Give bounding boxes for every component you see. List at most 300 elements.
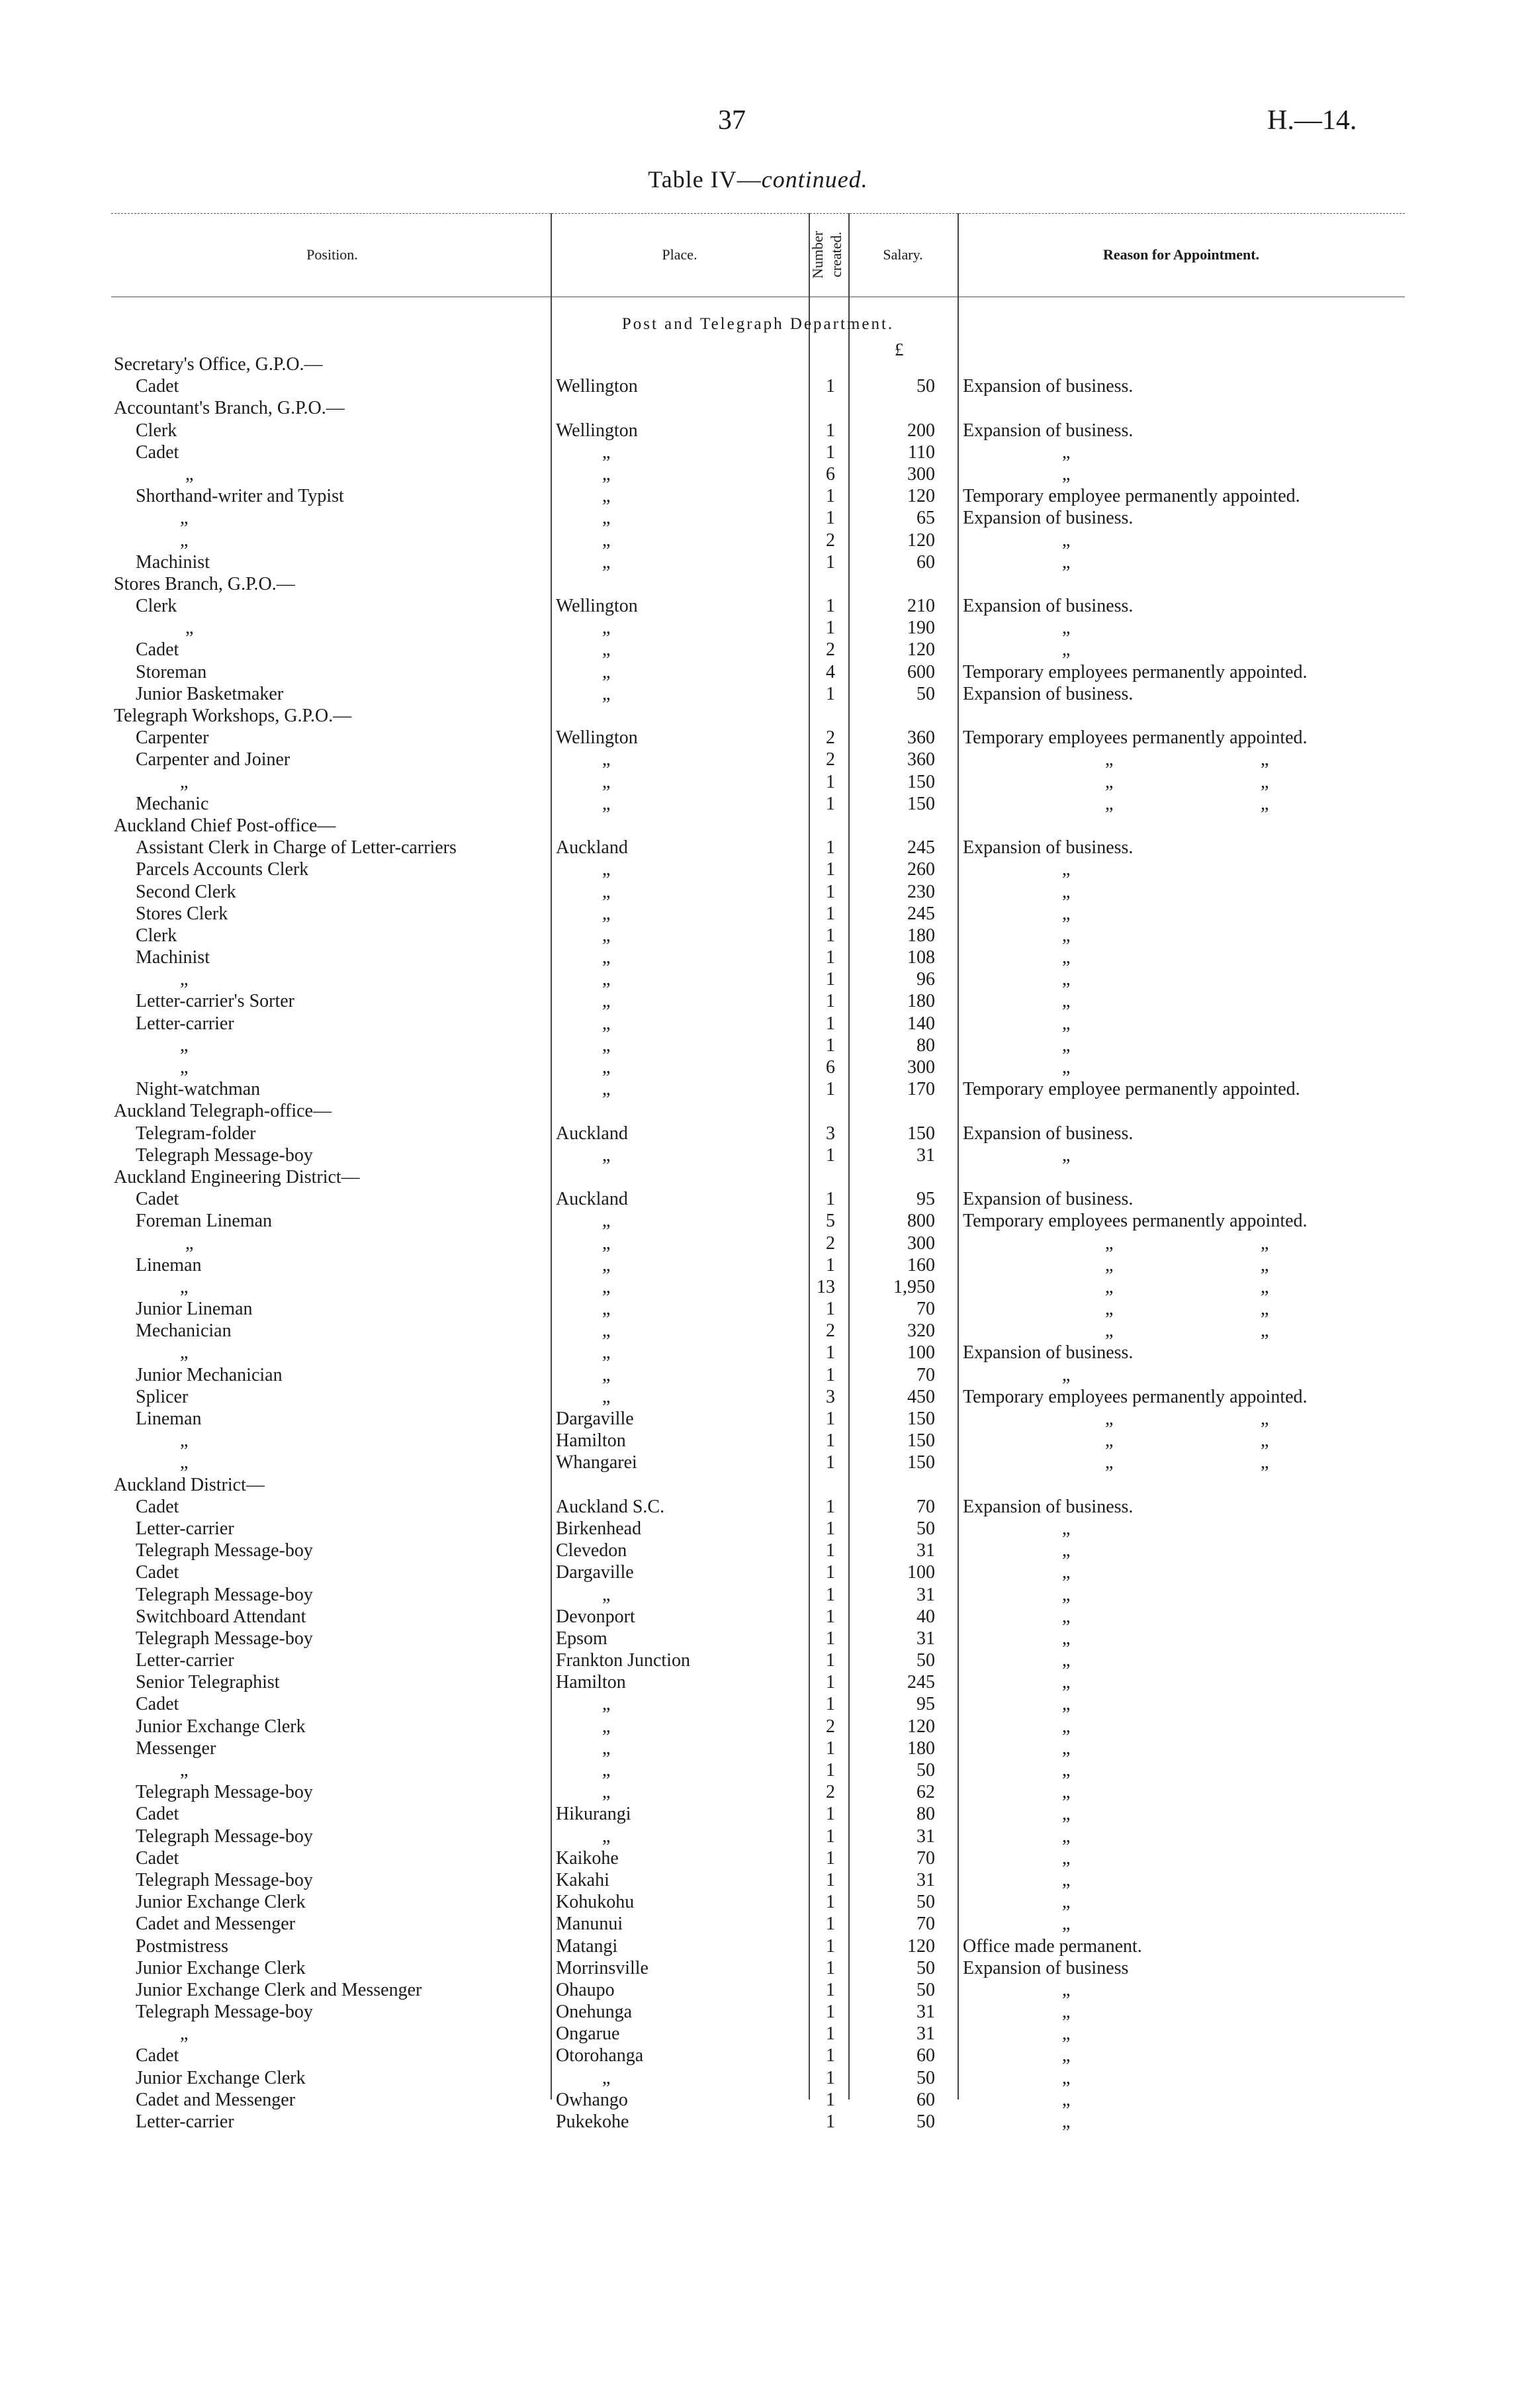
salary-cell: 260 [907,859,935,880]
place-cell: „ [602,2067,611,2088]
table-row [0,1979,1516,2001]
table-row [0,683,1516,705]
salary-cell: 100 [907,1342,935,1364]
reason-cell: „ [1062,551,1071,573]
number-cell: 1 [826,1737,835,1759]
salary-cell: 70 [916,1496,935,1517]
number-cell: 1 [826,1914,835,1935]
position-cell: Carpenter and Joiner [136,749,290,770]
reason-cell: Expansion of business [963,1957,1129,1978]
salary-cell: 31 [916,1628,935,1649]
place-cell: Dargaville [556,1562,634,1583]
salary-cell: 62 [916,1782,935,1803]
salary-cell: 180 [907,991,935,1012]
number-cell: 1 [826,1979,835,2000]
salary-cell: 110 [908,441,935,463]
position-cell: Junior Basketmaker [136,683,284,704]
position-cell: Letter-carrier [136,2111,234,2132]
salary-cell: 245 [907,903,935,924]
salary-cell: 80 [916,1035,935,1056]
position-cell: Cadet [136,1562,179,1583]
number-cell: 2 [826,1716,835,1737]
place-cell: „ [602,1232,611,1254]
position-cell: Shorthand-writer and Typist [136,486,344,507]
number-cell: 1 [826,771,835,792]
salary-cell: 450 [907,1386,935,1407]
position-cell: „ [185,618,194,639]
table-row [0,1496,1516,1518]
table-row [0,1781,1516,1803]
place-cell: Owhango [556,2089,628,2110]
table-top-rule [111,213,1405,214]
table-row [0,397,1516,419]
place-cell: „ [602,1299,611,1320]
place-cell: Hamilton [556,1430,626,1452]
position-cell: Machinist [136,947,210,968]
place-cell: „ [602,639,611,661]
position-cell: Lineman [136,1254,202,1275]
salary-cell: 120 [907,1935,935,1957]
reason-cell: „ [1105,793,1114,814]
table-row [0,1649,1516,1671]
table-row [0,1056,1516,1078]
place-cell: „ [602,486,611,507]
place-cell: „ [602,859,611,880]
salary-cell: 31 [916,1826,935,1847]
table-row [0,1166,1516,1188]
table-row [0,1957,1516,1979]
place-cell: Manunui [556,1914,623,1935]
table-row [0,617,1516,639]
position-cell: Telegraph Message-boy [136,1628,313,1649]
reason-cell: „ [1062,2067,1071,2088]
table-row [0,990,1516,1012]
table-row [0,705,1516,727]
reason-cell: Temporary employees permanently appointed. [963,661,1308,682]
table-row [0,771,1516,793]
salary-cell: 140 [907,1013,935,1034]
reason-ditto-cell: „ [1261,793,1269,814]
reason-cell: „ [1062,1826,1071,1847]
salary-cell: 50 [916,1957,935,1978]
position-cell: Cadet [136,441,179,463]
reason-cell: „ [1062,618,1071,639]
position-cell: Mechanician [136,1320,232,1342]
table-row [0,1913,1516,1935]
place-cell: Matangi [556,1935,618,1957]
reason-cell: „ [1062,1737,1071,1759]
salary-cell: 70 [916,1847,935,1869]
place-cell: „ [602,683,611,704]
number-cell: 1 [826,969,835,990]
table-row [0,1847,1516,1869]
table-row [0,1013,1516,1035]
table-row [0,1737,1516,1759]
reason-cell: Expansion of business. [963,508,1134,529]
table-row [0,1232,1516,1254]
reason-cell: „ [1105,1276,1114,1297]
table-row [0,947,1516,968]
reason-cell: Expansion of business. [963,1496,1134,1517]
place-cell: „ [602,1737,611,1759]
place-cell: Wellington [556,727,638,749]
position-cell: „ [185,1232,194,1254]
reason-cell: „ [1062,1628,1071,1649]
place-cell: Auckland [556,837,628,858]
table-row [0,1584,1516,1606]
reason-cell: „ [1062,1979,1071,2000]
number-cell: 1 [826,947,835,968]
table-row [0,1826,1516,1847]
section-heading: Auckland Engineering District— [114,1166,360,1187]
reason-cell: „ [1062,1650,1071,1671]
table-row [0,1364,1516,1386]
place-cell: „ [602,1584,611,1605]
section-heading: Auckland District— [114,1474,265,1495]
place-cell: Ongarue [556,2023,620,2045]
number-cell: 1 [826,1518,835,1539]
department-heading: Post and Telegraph Department. [621,315,895,333]
position-cell: Cadet [136,1804,179,1825]
place-cell: „ [602,508,611,529]
place-cell: Ohaupo [556,1979,615,2000]
number-cell: 1 [826,1540,835,1561]
table-row [0,815,1516,837]
place-cell: „ [602,771,611,792]
position-cell: Telegraph Message-boy [136,1869,313,1890]
number-cell: 1 [826,1452,835,1473]
reason-cell: „ [1062,1892,1071,1913]
table-row [0,1188,1516,1210]
place-cell: „ [602,749,611,770]
position-cell: Letter-carrier [136,1013,234,1034]
table-row [0,2023,1516,2045]
salary-cell: 320 [907,1320,935,1342]
salary-cell: 120 [907,530,935,551]
place-cell: Pukekohe [556,2111,629,2132]
reason-cell: „ [1062,1760,1071,1781]
number-cell: 1 [826,1079,835,1100]
table-row [0,1716,1516,1737]
table-row [0,793,1516,815]
number-cell: 1 [826,1496,835,1517]
column-header-number-created: Number created. [809,230,844,279]
table-row [0,968,1516,990]
reason-cell: „ [1062,1716,1071,1737]
place-cell: Devonport [556,1606,635,1627]
number-cell: 1 [826,1606,835,1627]
table-row [0,530,1516,551]
position-cell: Cadet [136,376,179,397]
place-cell: „ [602,1782,611,1803]
table-row [0,1759,1516,1781]
place-cell: Whangarei [556,1452,637,1473]
salary-cell: 160 [907,1254,935,1275]
number-cell: 1 [826,1694,835,1715]
table-row [0,1254,1516,1276]
number-cell: 3 [826,1386,835,1407]
number-cell: 1 [826,1847,835,1869]
position-cell: „ [180,969,189,990]
reason-ditto-cell: „ [1261,1232,1269,1254]
reason-cell: „ [1062,1804,1071,1825]
place-cell: Hamilton [556,1672,626,1693]
place-cell: „ [602,793,611,814]
number-cell: 1 [826,1892,835,1913]
place-cell: „ [602,1716,611,1737]
reason-cell: „ [1062,2023,1071,2045]
position-cell: Letter-carrier [136,1518,234,1539]
place-cell: „ [602,1079,611,1100]
section-heading: Stores Branch, G.P.O.— [114,573,295,594]
salary-cell: 150 [907,1452,935,1473]
reason-cell: „ [1062,903,1071,924]
reason-cell: „ [1105,1320,1114,1342]
position-cell: Cadet and Messenger [136,1914,296,1935]
position-cell: Cadet [136,1847,179,1869]
number-cell: 1 [826,2089,835,2110]
table-row [0,661,1516,683]
section-heading: Telegraph Workshops, G.P.O.— [114,706,352,726]
position-cell: Cadet and Messenger [136,2089,296,2110]
salary-cell: 31 [916,1869,935,1890]
place-cell: „ [602,1144,611,1166]
table-row [0,1452,1516,1473]
position-cell: Telegram-folder [136,1123,256,1144]
section-heading: Auckland Telegraph-office— [114,1101,332,1122]
position-cell: Machinist [136,551,210,573]
reason-cell: Expansion of business. [963,683,1134,704]
place-cell: Wellington [556,376,638,397]
place-cell: „ [602,1826,611,1847]
position-cell: Telegraph Message-boy [136,2002,313,2023]
salary-cell: 200 [907,420,935,441]
table-row [0,1891,1516,1913]
reason-cell: „ [1062,859,1071,880]
salary-cell: 300 [907,1057,935,1078]
reason-cell: „ [1062,639,1071,661]
position-cell: Letter-carrier [136,1650,234,1671]
salary-cell: 108 [907,947,935,968]
table-row [0,1078,1516,1100]
salary-cell: 50 [916,1892,935,1913]
reason-cell: Temporary employee permanently appointed. [963,1079,1300,1100]
table-row [0,507,1516,529]
salary-cell: 70 [916,1299,935,1320]
table-row [0,595,1516,617]
reason-cell: Expansion of business. [963,376,1134,397]
number-cell: 1 [826,1804,835,1825]
position-cell: Stores Clerk [136,903,228,924]
table-row [0,375,1516,397]
table-row [0,573,1516,595]
table-row [0,1671,1516,1693]
position-cell: „ [180,1430,189,1452]
table-row [0,858,1516,880]
reason-cell: „ [1062,1584,1071,1605]
column-header-salary: Salary. [883,246,923,263]
table-row [0,1035,1516,1056]
place-cell: Onehunga [556,2002,633,2023]
reason-ditto-cell: „ [1261,1299,1269,1320]
salary-cell: 40 [916,1606,935,1627]
table-row [0,1606,1516,1628]
table-row [0,925,1516,947]
salary-cell: 50 [916,2111,935,2132]
table-row [0,1518,1516,1540]
reason-cell: „ [1062,2045,1071,2066]
place-cell: Auckland [556,1189,628,1210]
salary-cell: 245 [907,837,935,858]
currency-symbol: £ [895,340,904,359]
salary-cell: 210 [907,596,935,617]
place-cell: Wellington [556,420,638,441]
position-cell: „ [180,1057,189,1078]
number-cell: 1 [826,2067,835,2088]
position-cell: Clerk [136,420,177,441]
table-row [0,1693,1516,1715]
salary-cell: 70 [916,1364,935,1385]
reason-ditto-cell: „ [1261,1254,1269,1275]
page-number: 37 [718,105,746,136]
salary-cell: 50 [916,1760,935,1781]
salary-cell: 60 [916,551,935,573]
reason-cell: Temporary employees permanently appointed. [963,727,1308,749]
place-cell: Kaikohe [556,1847,619,1869]
table-row [0,2001,1516,2023]
position-cell: Switchboard Attendant [136,1606,306,1627]
salary-cell: 96 [916,969,935,990]
reason-cell: Expansion of business. [963,420,1134,441]
table-row [0,1298,1516,1320]
table-row [0,2067,1516,2089]
place-cell: „ [602,661,611,682]
reason-cell: „ [1062,1694,1071,1715]
reason-cell: „ [1062,1606,1071,1627]
number-cell: 1 [826,1826,835,1847]
position-cell: Second Clerk [136,881,236,902]
position-cell: Junior Exchange Clerk [136,1957,306,1978]
number-cell: 1 [826,2023,835,2045]
number-cell: 2 [826,639,835,661]
reason-cell: Temporary employee permanently appointed. [963,486,1300,507]
salary-cell: 120 [907,486,935,507]
number-cell: 1 [826,2045,835,2066]
place-cell: „ [602,618,611,639]
place-cell: „ [602,991,611,1012]
table-row [0,1803,1516,1825]
place-cell: „ [602,1276,611,1297]
position-cell: Clerk [136,925,177,946]
number-cell: 1 [826,903,835,924]
place-cell: „ [602,881,611,902]
reason-cell: „ [1062,463,1071,485]
salary-cell: 300 [907,463,935,485]
reason-cell: „ [1105,1409,1114,1429]
table-row [0,551,1516,573]
reason-cell: „ [1062,925,1071,946]
table-row [0,1210,1516,1232]
salary-cell: 180 [907,925,935,946]
number-cell: 6 [826,1057,835,1078]
table-row [0,1100,1516,1122]
table-row [0,1628,1516,1649]
position-cell: Messenger [136,1737,216,1759]
number-cell: 1 [826,1650,835,1671]
salary-cell: 800 [907,1211,935,1232]
place-cell: Kohukohu [556,1892,635,1913]
position-cell: Junior Exchange Clerk [136,2067,306,2088]
place-cell: „ [602,1254,611,1275]
position-cell: Storeman [136,661,207,682]
reason-cell: Expansion of business. [963,596,1134,617]
place-cell: „ [602,530,611,551]
place-cell: „ [602,969,611,990]
position-cell: „ [180,771,189,792]
position-cell: „ [180,1760,189,1781]
salary-cell: 50 [916,1518,935,1539]
place-cell: „ [602,903,611,924]
reason-cell: „ [1062,1057,1071,1078]
place-cell: Epsom [556,1628,607,1649]
number-cell: 1 [826,793,835,814]
number-cell: 1 [826,1869,835,1890]
place-cell: Auckland [556,1123,628,1144]
place-cell: Birkenhead [556,1518,642,1539]
position-cell: Splicer [136,1386,189,1407]
place-cell: „ [602,1211,611,1232]
position-cell: Junior Lineman [136,1299,253,1320]
position-cell: Telegraph Message-boy [136,1144,313,1166]
reason-cell: „ [1062,947,1071,968]
place-cell: Hikurangi [556,1804,631,1825]
number-cell: 1 [826,1189,835,1210]
reason-cell: „ [1062,1013,1071,1034]
number-cell: 1 [826,1562,835,1583]
salary-cell: 150 [907,1123,935,1144]
table-row [0,1430,1516,1452]
salary-cell: 50 [916,2067,935,2088]
reason-cell: „ [1062,1518,1071,1539]
salary-cell: 70 [916,1914,935,1935]
section-heading: Secretary's Office, G.P.O.— [114,354,323,375]
salary-cell: 60 [916,2045,935,2066]
reason-cell: „ [1105,1232,1114,1254]
table-row [0,639,1516,661]
position-cell: Telegraph Message-boy [136,1782,313,1803]
number-cell: 2 [826,749,835,770]
table-row [0,903,1516,925]
position-cell: „ [180,1452,189,1473]
table-row [0,881,1516,903]
reason-ditto-cell: „ [1261,1430,1269,1452]
table-row [0,1276,1516,1298]
table-row [0,420,1516,441]
position-cell: Cadet [136,1694,179,1715]
salary-cell: 31 [916,2002,935,2023]
number-cell: 2 [826,1232,835,1254]
position-cell: „ [180,1276,189,1297]
number-cell: 1 [826,551,835,573]
number-cell: 1 [826,2002,835,2023]
table-row [0,2111,1516,2133]
salary-cell: 300 [907,1232,935,1254]
number-cell: 1 [826,859,835,880]
table-body [0,353,1516,2133]
salary-cell: 31 [916,1584,935,1605]
salary-cell: 60 [916,2089,935,2110]
position-cell: Clerk [136,596,177,617]
